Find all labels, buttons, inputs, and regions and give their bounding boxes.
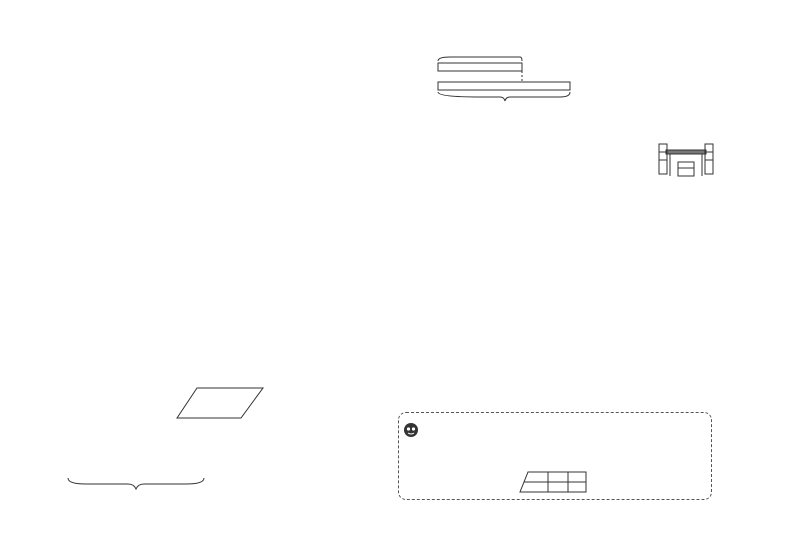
- total-brace: [66, 476, 206, 490]
- table-chairs-illustration: [658, 140, 714, 182]
- parallelogram-figure: [175, 385, 265, 421]
- tree-bar-diagram: [410, 55, 610, 105]
- bonus-quadrilateral-figure: [518, 470, 590, 494]
- bonus-mascot-icon: [403, 422, 419, 438]
